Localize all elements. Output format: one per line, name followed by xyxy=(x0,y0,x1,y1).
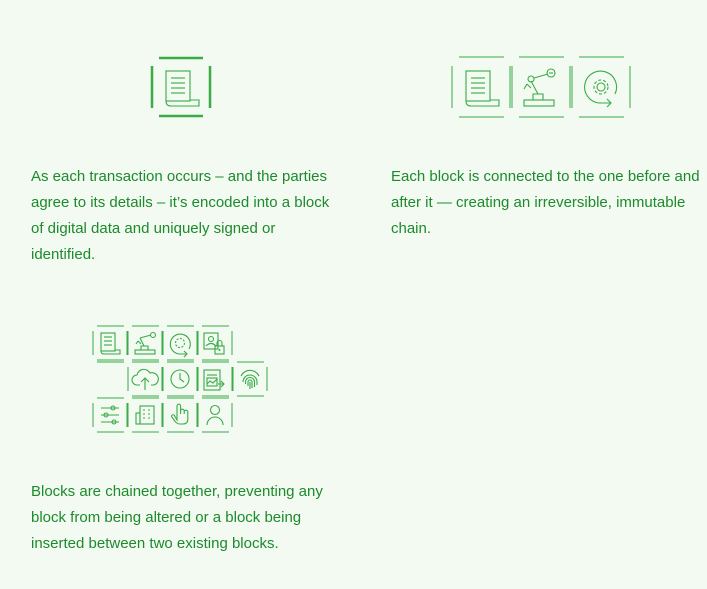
step-1-caption: As each transaction occurs – and the parties agree to its details – it’s encoded into a block of digital data and uniquely signed or identified. xyxy=(31,168,330,263)
block-frame xyxy=(198,362,232,396)
block-frame xyxy=(93,326,127,360)
robot-arm-icon xyxy=(135,333,156,355)
user-icon xyxy=(207,406,223,426)
document-scroll-icon xyxy=(166,71,199,106)
block-frame xyxy=(198,326,232,360)
gear-cycle-icon xyxy=(585,71,617,107)
fingerprint-icon xyxy=(241,370,259,389)
robot-arm-icon xyxy=(524,69,555,106)
block-frame xyxy=(163,326,197,360)
data-document-icon xyxy=(204,370,224,390)
sliders-icon xyxy=(101,406,119,424)
block-frame xyxy=(572,57,630,117)
clock-icon xyxy=(171,370,189,388)
hand-pointer-icon xyxy=(172,404,188,424)
block-frame xyxy=(128,326,162,360)
block-frame xyxy=(233,362,267,396)
step-3-caption: Blocks are chained together, preventing any block from being altered or a block being inserted between two existing blocks. xyxy=(31,483,323,552)
block-frame xyxy=(163,398,197,432)
block-frame xyxy=(452,57,510,117)
document-scroll-icon xyxy=(466,71,499,106)
id-lock-icon xyxy=(204,333,224,354)
gear-cycle-icon xyxy=(170,334,190,357)
document-scroll-icon xyxy=(101,333,120,354)
block-frame xyxy=(128,398,162,432)
block-frame xyxy=(512,57,570,117)
chained-blocks-illustration xyxy=(90,324,272,436)
single-block-illustration xyxy=(148,54,214,120)
cloud-upload-icon xyxy=(132,369,158,390)
step-2-caption: Each block is connected to the one before and after it — creating an irreversible, immutable chain. xyxy=(391,168,700,237)
block-frame xyxy=(152,58,210,116)
connected-blocks-illustration xyxy=(449,54,635,120)
building-icon xyxy=(136,406,154,424)
